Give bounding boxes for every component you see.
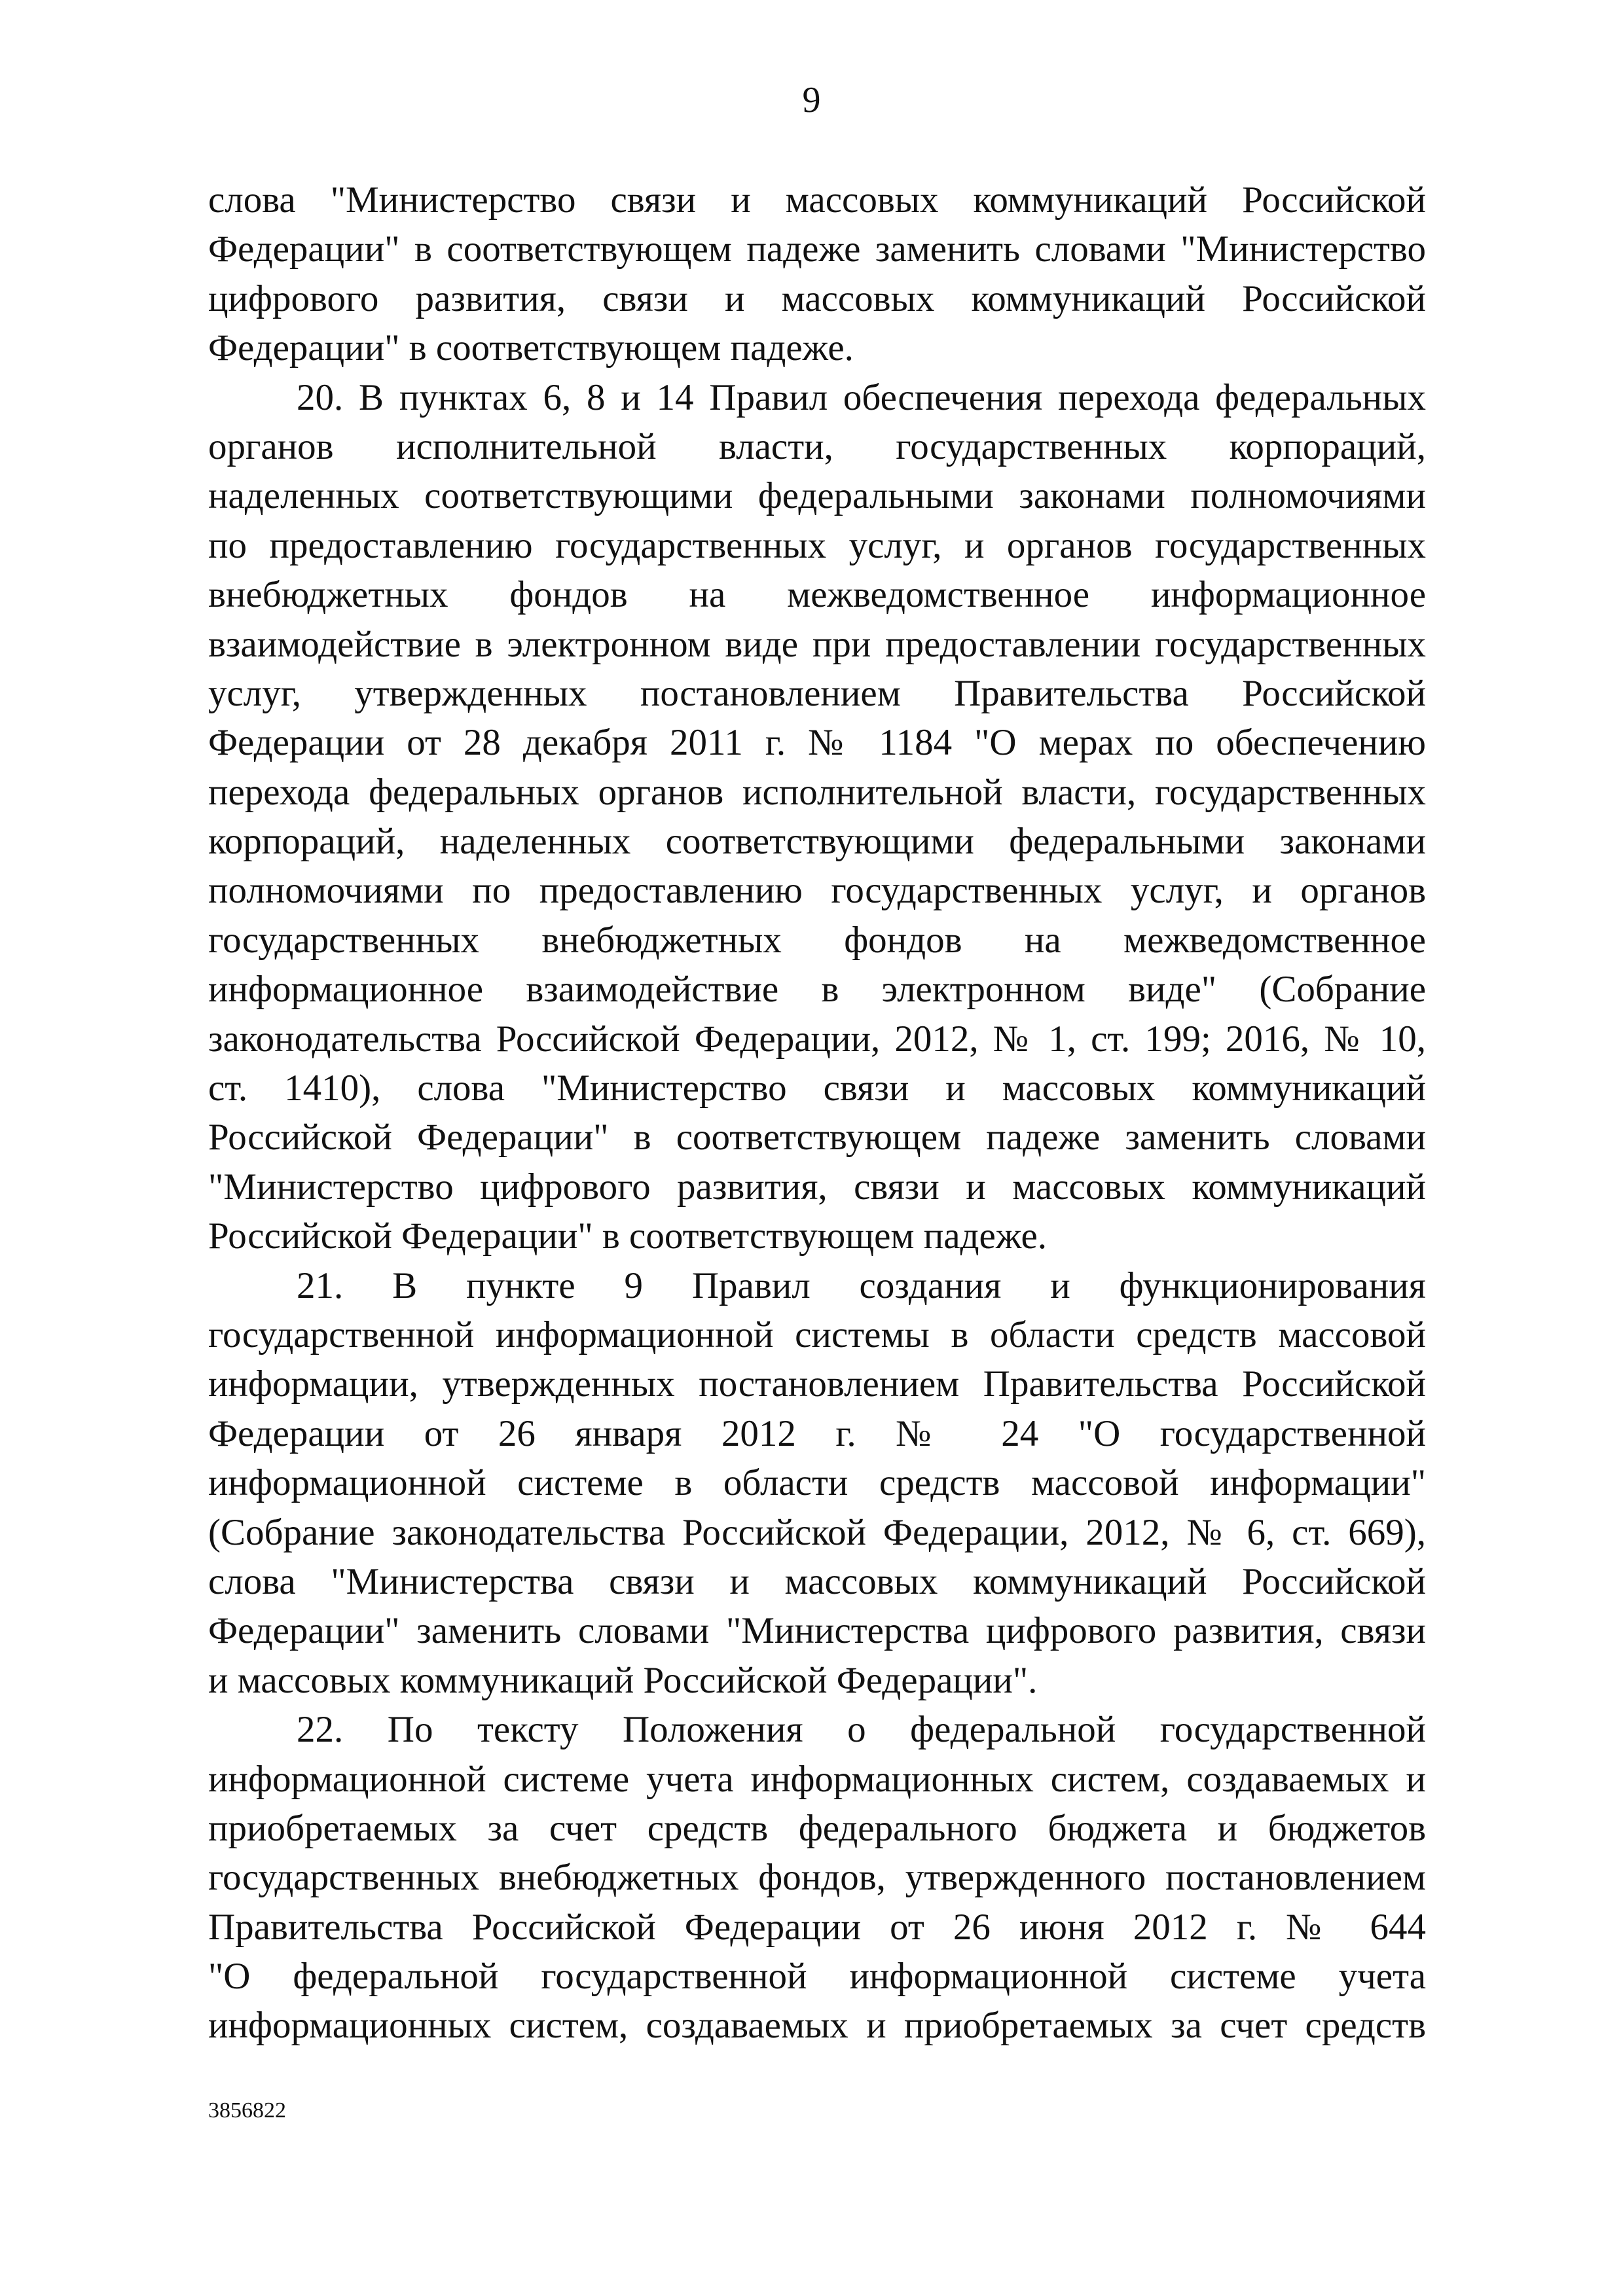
text-line: Правительства Российской Федерации от 26 июня 2012 г. № 644 <box>208 1906 1426 1948</box>
text-line: законодательства Российской Федерации, 2012, № 1, ст. 199; 2016, № 10, <box>208 1018 1426 1060</box>
text-line: информационное взаимодействие в электронном виде" (Собрание <box>208 969 1426 1011</box>
paragraph-20-first-line: 20. В пунктах 6, 8 и 14 Правил обеспечения перехода федеральных <box>297 376 1426 418</box>
text-line: и массовых коммуникаций Российской Федерации". <box>208 1659 1038 1701</box>
text-line: информационной системе в области средств массовой информации" <box>208 1462 1426 1504</box>
text-line: услуг, утвержденных постановлением Правительства Российской <box>208 672 1426 714</box>
paragraph-22-first-line: 22. По тексту Положения о федеральной государственной <box>297 1709 1426 1751</box>
text-line: Федерации" заменить словами "Министерства цифрового развития, связи <box>208 1610 1426 1652</box>
text-line: полномочиями по предоставлению государственных услуг, и органов <box>208 870 1426 912</box>
text-line: информационных систем, создаваемых и приобретаемых за счет средств <box>208 2005 1426 2047</box>
text-line: Российской Федерации" в соответствующем падеже заменить словами <box>208 1117 1426 1158</box>
text-line: по предоставлению государственных услуг, и органов государственных <box>208 524 1426 566</box>
text-line: Федерации от 26 января 2012 г. № 24 "О государственной <box>208 1412 1426 1454</box>
text-line: государственных внебюджетных фондов, утвержденного постановлением <box>208 1857 1426 1899</box>
text-line: государственных внебюджетных фондов на межведомственное <box>208 919 1426 961</box>
text-line: взаимодействие в электронном виде при предоставлении государственных <box>208 623 1426 665</box>
paragraph-21-first-line: 21. В пункте 9 Правил создания и функционирования <box>297 1265 1426 1306</box>
text-line: приобретаемых за счет средств федерального бюджета и бюджетов <box>208 1807 1426 1849</box>
text-line: Федерации" в соответствующем падеже заменить словами "Министерство <box>208 228 1426 270</box>
text-line: органов исполнительной власти, государственных корпораций, <box>208 425 1426 467</box>
text-line: перехода федеральных органов исполнительной власти, государственных <box>208 771 1426 813</box>
page-number: 9 <box>802 80 821 120</box>
text-line: (Собрание законодательства Российской Федерации, 2012, № 6, ст. 669), <box>208 1511 1426 1553</box>
text-line: "Министерство цифрового развития, связи и массовых коммуникаций <box>208 1166 1426 1208</box>
text-line: ст. 1410), слова "Министерство связи и массовых коммуникаций <box>208 1067 1426 1109</box>
text-line: Федерации от 28 декабря 2011 г. № 1184 "О мерах по обеспечению <box>208 722 1426 764</box>
text-line: корпораций, наделенных соответствующими федеральными законами <box>208 821 1426 863</box>
text-line: внебюджетных фондов на межведомственное информационное <box>208 574 1426 616</box>
text-line: Российской Федерации" в соответствующем падеже. <box>208 1215 1048 1257</box>
text-line: слова "Министерство связи и массовых коммуникаций Российской <box>208 179 1426 221</box>
document-code: 3856822 <box>208 2098 286 2123</box>
text-line: информации, утвержденных постановлением Правительства Российской <box>208 1363 1426 1405</box>
text-line: Федерации" в соответствующем падеже. <box>208 327 854 369</box>
text-line: государственной информационной системы в области средств массовой <box>208 1314 1426 1355</box>
text-line: цифрового развития, связи и массовых коммуникаций Российской <box>208 278 1426 319</box>
text-line: слова "Министерства связи и массовых коммуникаций Российской <box>208 1560 1426 1602</box>
text-line: "О федеральной государственной информационной системе учета <box>208 1956 1426 1998</box>
text-line: наделенных соответствующими федеральными законами полномочиями <box>208 475 1426 517</box>
text-line: информационной системе учета информационных систем, создаваемых и <box>208 1758 1426 1800</box>
document-body <box>208 175 1426 2051</box>
